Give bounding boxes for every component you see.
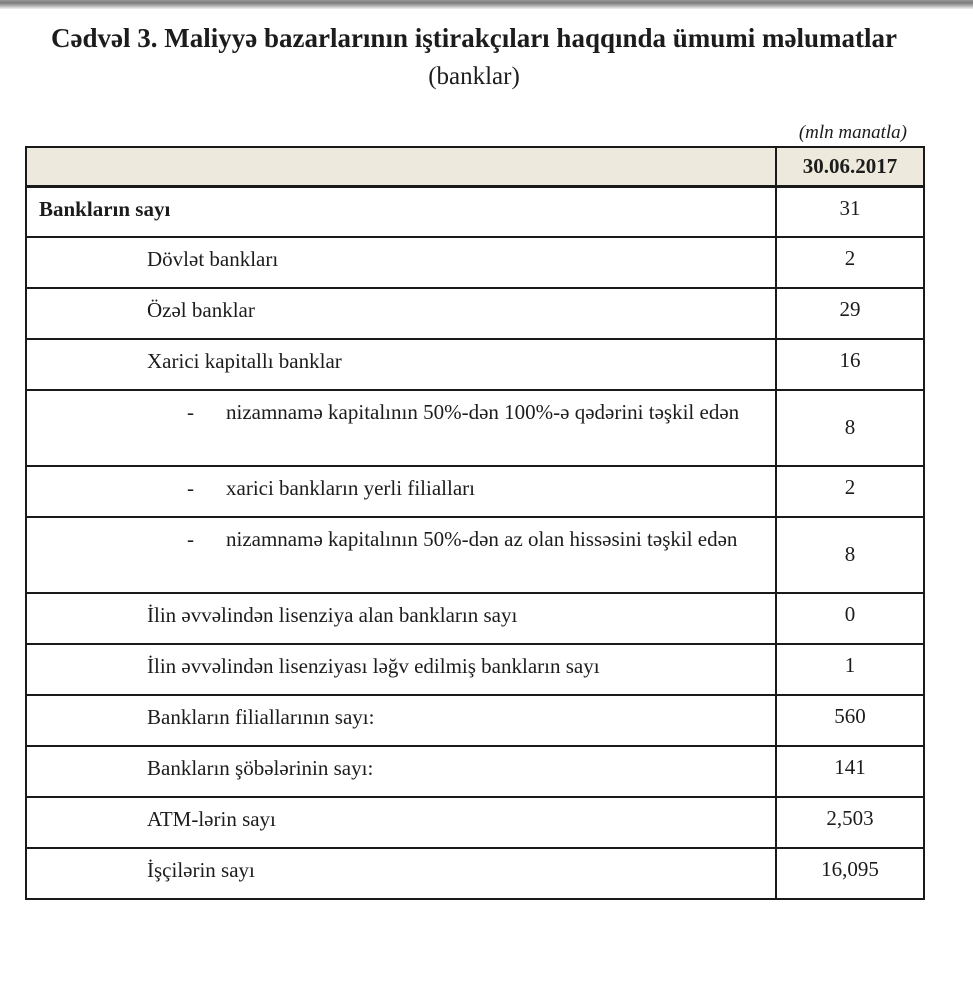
table-row bbox=[26, 644, 924, 695]
table-row bbox=[26, 797, 924, 848]
table-header-row bbox=[26, 147, 924, 186]
row-value-cell: 29 bbox=[776, 288, 924, 339]
row-value-cell: 2,503 bbox=[776, 797, 924, 848]
row-label-cell bbox=[26, 466, 776, 517]
row-label: xarici bankların yerli filialları bbox=[226, 476, 475, 500]
table-row bbox=[26, 339, 924, 390]
row-value-cell: 2 bbox=[776, 466, 924, 517]
row-label-cell: Bankların sayı bbox=[26, 186, 776, 237]
banks-data-table bbox=[25, 146, 925, 900]
page-subtitle: (banklar) bbox=[428, 63, 520, 90]
row-value-cell: 2 bbox=[776, 237, 924, 288]
row-label: nizamnamə kapitalının 50%-dən 100%-ə qədərini təşkil edən bbox=[226, 400, 740, 424]
row-label: nizamnamə kapitalının 50%-dən az olan hissəsini təşkil edən bbox=[226, 527, 738, 551]
row-label-cell: İşçilərin sayı bbox=[26, 848, 776, 899]
row-label-cell: İlin əvvəlindən lisenziyası ləğv edilmiş bankların sayı bbox=[26, 644, 776, 695]
page-content bbox=[25, 14, 923, 900]
table-body bbox=[26, 186, 924, 899]
row-label-cell: ATM-lərin sayı bbox=[26, 797, 776, 848]
row-label-cell: Xarici kapitallı banklar bbox=[26, 339, 776, 390]
table-row bbox=[26, 517, 924, 593]
table-row bbox=[26, 186, 924, 237]
row-value-cell: 0 bbox=[776, 593, 924, 644]
row-value-cell: 16 bbox=[776, 339, 924, 390]
row-value-cell: 1 bbox=[776, 644, 924, 695]
row-value-cell: 16,095 bbox=[776, 848, 924, 899]
table-row bbox=[26, 848, 924, 899]
table-row bbox=[26, 390, 924, 466]
table-row bbox=[26, 746, 924, 797]
row-value-cell: 141 bbox=[776, 746, 924, 797]
header-date-cell: 30.06.2017 bbox=[776, 147, 924, 186]
unit-note: (mln manatla) bbox=[798, 122, 907, 143]
table-row bbox=[26, 288, 924, 339]
row-label-cell: İlin əvvəlindən lisenziya alan bankların sayı bbox=[26, 593, 776, 644]
row-label-cell: Özəl banklar bbox=[26, 288, 776, 339]
header-empty-cell bbox=[26, 147, 776, 186]
row-label-cell: Bankların şöbələrinin sayı: bbox=[26, 746, 776, 797]
row-value-cell: 8 bbox=[776, 390, 924, 466]
dash-bullet: - bbox=[187, 400, 194, 424]
table-row bbox=[26, 237, 924, 288]
table-row bbox=[26, 466, 924, 517]
table-row bbox=[26, 593, 924, 644]
row-label-cell: Bankların filiallarının sayı: bbox=[26, 695, 776, 746]
row-label-cell: Dövlət bankları bbox=[26, 237, 776, 288]
row-value-cell: 560 bbox=[776, 695, 924, 746]
table-row bbox=[26, 695, 924, 746]
row-label-cell bbox=[26, 517, 776, 593]
dash-bullet: - bbox=[187, 527, 194, 551]
row-label-cell bbox=[26, 390, 776, 466]
row-value-cell: 31 bbox=[776, 186, 924, 237]
row-value-cell: 8 bbox=[776, 517, 924, 593]
page-title: Cədvəl 3. Maliyyə bazarlarının iştirakçıları haqqında ümumi məlumatlar bbox=[51, 23, 897, 53]
slide-top-divider bbox=[0, 0, 973, 9]
dash-bullet: - bbox=[187, 476, 194, 500]
